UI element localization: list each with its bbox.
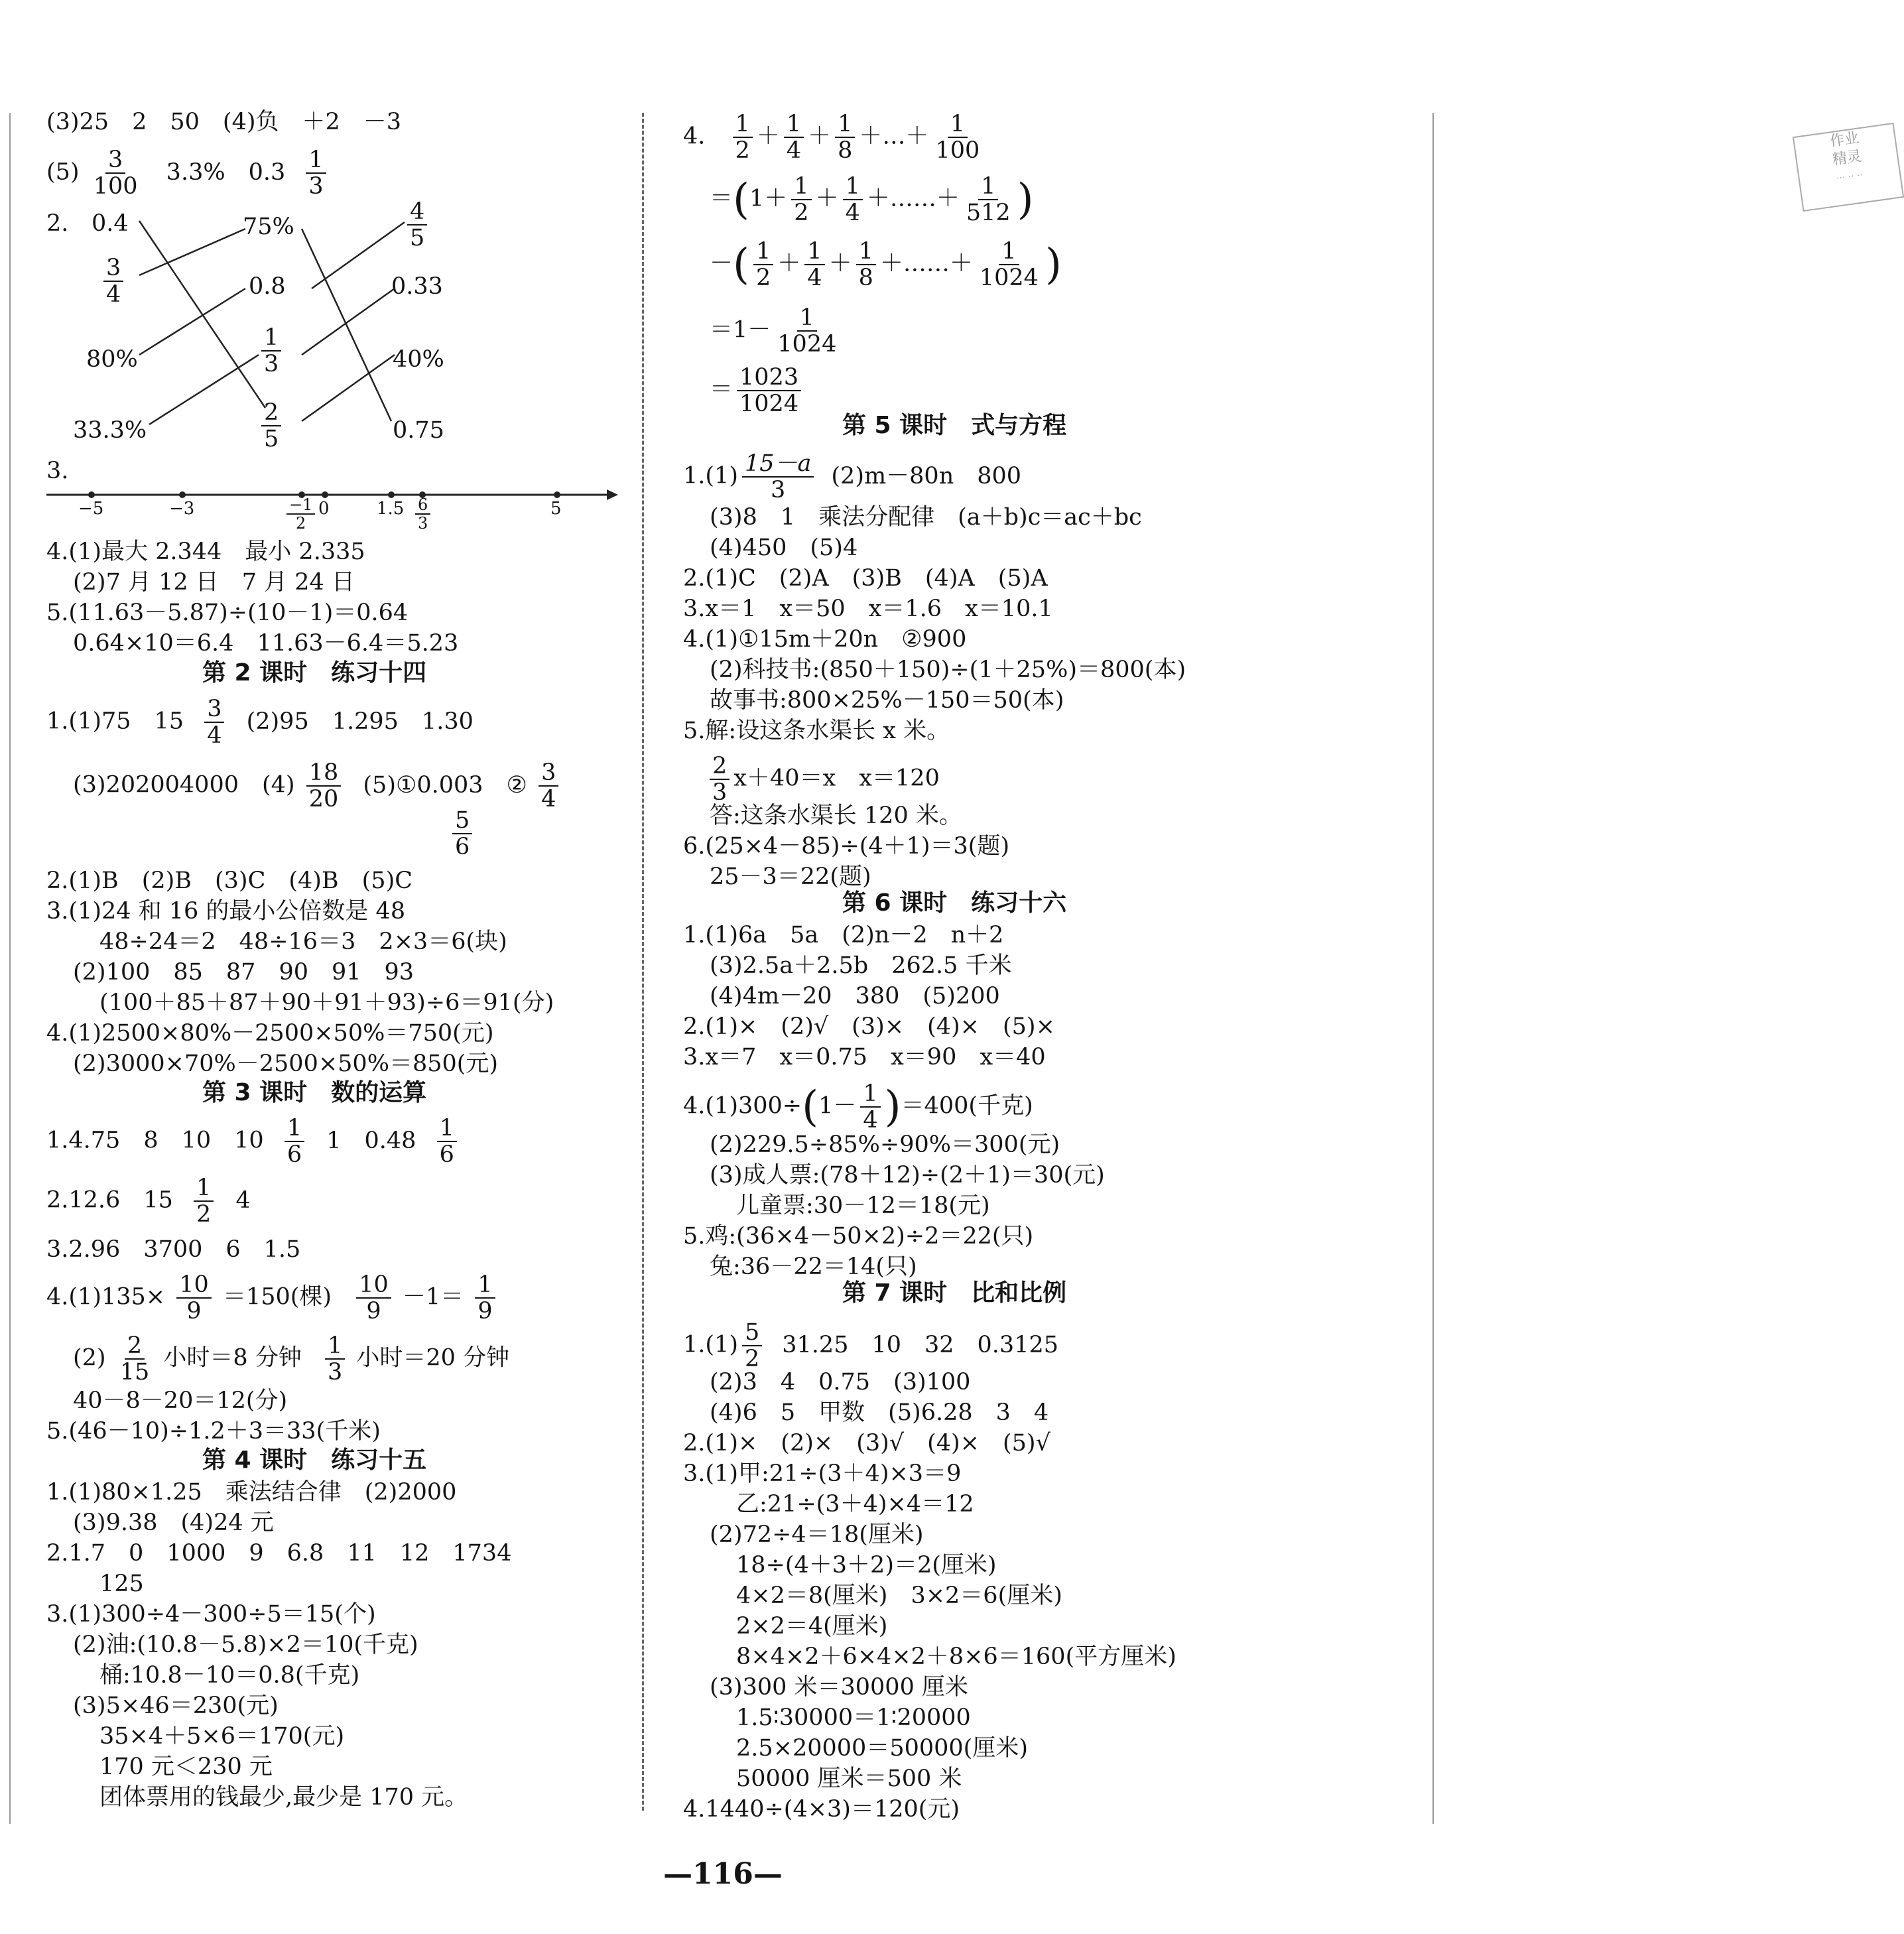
answer-line: 乙:21÷(3＋4)×4＝12 <box>736 1491 974 1517</box>
text: 4 <box>235 1187 251 1214</box>
fraction: $\frac{1}{4}$ <box>860 1081 880 1133</box>
text: 4.(1)135× <box>46 1283 166 1311</box>
answer-line <box>683 1320 1058 1372</box>
text: 1.(1) <box>683 1331 738 1358</box>
answer-line: 125 <box>99 1571 144 1597</box>
text: (5) <box>46 159 80 186</box>
answer-line: 6.(25×4－85)÷(4＋1)＝3(题) <box>683 833 1010 860</box>
answer-line: 4. $\frac{1}{2}$ ＋ $\frac{1}{4}$ ＋ $\frac{1}{8}$ ＋…＋ $\frac{1}{100}$ <box>683 111 986 163</box>
answer-line: 2.(1)B (2)B (3)C (4)B (5)C <box>46 868 413 894</box>
paren: ) <box>884 1082 901 1131</box>
question-number: 2. <box>46 210 69 237</box>
text: ＝1－ <box>710 316 771 344</box>
answer-line <box>710 305 843 357</box>
fraction: $\frac{1}{8}$ <box>835 111 855 163</box>
answer-line: 2×2＝4(厘米) <box>736 1613 888 1640</box>
answer-line: 25－3＝22(题) <box>710 864 871 890</box>
answer-line: 3.x＝7 x＝0.75 x＝90 x＝40 <box>683 1044 1046 1070</box>
point-marker <box>388 491 395 498</box>
answer-line <box>683 1081 1033 1133</box>
fraction: $\frac{5}{2}$ <box>742 1320 762 1372</box>
answer-line: 4.(1)最大 2.344 最小 2.335 <box>46 539 365 565</box>
section-heading: 第 3 课时 数的运算 <box>202 1079 427 1106</box>
text: 1－ <box>818 1092 857 1120</box>
answer-line <box>448 808 476 860</box>
text: ＝150(棵) <box>222 1283 332 1311</box>
answer-line: 3.(1)24 和 16 的最小公倍数是 48 <box>46 898 406 925</box>
answer-line: (2)3000×70%－2500×50%＝850(元) <box>73 1051 499 1077</box>
text: ＝ <box>710 185 733 212</box>
answer-line: 40－8－20＝12(分) <box>73 1387 288 1414</box>
text: ＋……＋ <box>866 185 960 212</box>
text: ＋……＋ <box>879 250 973 277</box>
match-item: 0.33 <box>391 273 443 300</box>
text: 3.3% 0.3 <box>166 159 286 186</box>
fraction: $\frac{1}{512}$ <box>966 173 1011 226</box>
answer-line: 5.解:设这条水渠长 x 米。 <box>683 718 950 744</box>
text: (2)m－80n 800 <box>831 462 1022 489</box>
fraction: $\frac{1}{2}$ <box>753 239 773 290</box>
match-line <box>139 229 245 275</box>
text: 小时＝20 分钟 <box>356 1344 510 1372</box>
answer-line <box>46 107 401 137</box>
answer-line: 2.(1)C (2)A (3)B (4)A (5)A <box>683 565 1048 592</box>
tick-label: 0 <box>318 499 330 519</box>
answer-line: (2)3 4 0.75 (3)100 <box>710 1369 971 1395</box>
text: 2.12.6 15 <box>46 1187 173 1214</box>
fraction: $\frac{2}{15}$ <box>119 1332 150 1386</box>
text: 1.(1)75 15 <box>46 708 184 735</box>
answer-line: (2)7 月 12 日 7 月 24 日 <box>73 569 355 596</box>
answer-line: 4.1440÷(4×3)＝120(元) <box>683 1796 960 1823</box>
fraction: $\frac{10}{9}$ <box>356 1272 391 1324</box>
text: 31.25 10 32 0.3125 <box>782 1331 1059 1358</box>
page-edge-right <box>1432 113 1434 1824</box>
answer-line: (2)100 85 87 90 91 93 <box>73 959 414 986</box>
answer-line: 3.(1)300÷4－300÷5＝15(个) <box>46 1601 376 1628</box>
answer-line <box>710 365 805 417</box>
number-line-question <box>46 456 643 543</box>
match-item: 40% <box>393 346 444 373</box>
text: (3)202004000 (4) <box>73 771 295 799</box>
tick-label: −3 <box>169 499 195 519</box>
paren: ( <box>733 175 749 224</box>
match-item: 0.4 <box>92 210 129 237</box>
answer-line: (2)72÷4＝18(厘米) <box>710 1521 924 1548</box>
answer-line: －( $\frac{1}{2}$ ＋ $\frac{1}{4}$ ＋ $\frac{1}{8}$ ＋……＋ $\frac{1}{1024}$ ) <box>710 238 1062 291</box>
answer-line: 4×2＝8(厘米) 3×2＝6(厘米) <box>736 1582 1062 1609</box>
answer-line: 儿童票:30－12＝18(元) <box>736 1193 990 1219</box>
answer-line <box>46 1175 251 1227</box>
fraction: $\frac{1}{6}$ <box>437 1116 457 1167</box>
section-heading: 第 5 课时 式与方程 <box>842 412 1067 439</box>
section-heading: 第 4 课时 练习十五 <box>202 1447 427 1474</box>
answer-line: 35×4＋5×6＝170(元) <box>99 1723 345 1750</box>
text: x＋40＝x x＝120 <box>733 765 940 792</box>
fraction: $\frac{1}{3}$ <box>306 147 326 199</box>
answer-line: 4.(1)2500×80%－2500×50%＝750(元) <box>46 1020 494 1047</box>
match-line <box>302 289 395 355</box>
tick-label: 5 <box>550 499 562 519</box>
answer-line: (3)300 米＝30000 厘米 <box>710 1674 968 1701</box>
match-item-fraction: $\frac{1}{3}$ <box>261 325 281 377</box>
paren: ( <box>802 1082 819 1131</box>
text: 4.(1)300÷ <box>683 1092 802 1120</box>
answer-line: 2.(1)× (2)× (3)√ (4)× (5)√ <box>683 1430 1050 1456</box>
text: (2) <box>73 1344 106 1372</box>
fraction: $\frac{10}{9}$ <box>176 1272 212 1324</box>
fraction: $\frac{1}{1024}$ <box>979 238 1039 291</box>
text: ＋…＋ <box>859 123 929 150</box>
answer-line: 3.x＝1 x＝50 x＝1.6 x＝10.1 <box>683 596 1053 622</box>
text: 1.(1) <box>683 462 738 489</box>
answer-line: 4.(1)①15m＋20n ②900 <box>683 626 967 653</box>
answer-line: (3)5×46＝230(元) <box>73 1693 279 1719</box>
fraction: $\frac{1}{4}$ <box>784 111 804 163</box>
question-number: 3. <box>46 458 69 484</box>
match-item: 0.75 <box>393 417 444 444</box>
fraction: $\frac{1}{3}$ <box>325 1333 345 1385</box>
fraction: $\frac{1}{2}$ <box>194 1175 214 1227</box>
tick-label: −5 <box>78 499 104 519</box>
fraction: $\frac{15-a}{3}$ <box>742 451 814 503</box>
text: 1＋ <box>749 185 788 212</box>
match-item: 33.3% <box>73 417 147 444</box>
answer-line: (4)6 5 甲数 (5)6.28 3 4 <box>710 1399 1049 1426</box>
match-line <box>302 229 391 421</box>
point-marker <box>179 491 186 498</box>
answer-line: (2)229.5÷85%÷90%＝300(元) <box>710 1131 1060 1158</box>
text: ＝400(千克) <box>901 1092 1033 1120</box>
paren: ( <box>733 240 749 289</box>
answer-line: 1.(1)6a 5a (2)n－2 n＋2 <box>683 922 1004 948</box>
answer-line: ＝(1＋ $\frac{1}{2}$ ＋ $\frac{1}{4}$ ＋……＋ $\frac{1}{512}$ ) <box>710 173 1034 226</box>
answer-line: 桶:10.8－10＝0.8(千克) <box>99 1662 360 1689</box>
fraction: $\frac{1}{100}$ <box>935 111 980 164</box>
fraction: $\frac{18}{20}$ <box>306 760 342 812</box>
section-heading: 第 7 课时 比和比例 <box>842 1279 1067 1307</box>
answer-line: 2.1.7 0 1000 9 6.8 11 12 1734 <box>46 1540 512 1567</box>
text: 1 0.48 <box>326 1127 416 1154</box>
fraction: $\frac{3}{4}$ <box>204 696 224 748</box>
fraction: $\frac{1023}{1024}$ <box>737 365 801 417</box>
match-item: 80% <box>86 346 138 373</box>
match-item-fraction: $\frac{2}{5}$ <box>261 400 281 452</box>
answer-line: (3)成人票:(78＋12)÷(2＋1)＝30(元) <box>710 1162 1105 1189</box>
answer-line: 50000 厘米＝500 米 <box>736 1766 962 1792</box>
answer-line <box>73 760 562 812</box>
fraction: $\frac{5}{6}$ <box>452 808 472 860</box>
page-number: —116— <box>663 1857 783 1891</box>
answer-line: 团体票用的钱最少,最少是 170 元。 <box>99 1784 468 1811</box>
match-line <box>139 221 265 408</box>
answer-line: 18÷(4＋3＋2)＝2(厘米) <box>736 1552 997 1579</box>
tick-label-fraction: $\frac{6}{3}$ <box>415 496 430 532</box>
text: 4. <box>683 123 706 150</box>
answer-line: 答:这条水渠长 120 米。 <box>710 803 962 829</box>
match-item: 75% <box>243 214 294 240</box>
answer-line <box>683 451 1021 503</box>
match-item: 0.8 <box>249 273 286 300</box>
answer-line: 5.(46－10)÷1.2＋3＝33(千米) <box>46 1418 381 1445</box>
fraction: $\frac{1}{4}$ <box>804 239 824 290</box>
answer-line <box>46 147 330 199</box>
fraction: $\frac{1}{9}$ <box>475 1272 495 1324</box>
answer-line: 故事书:800×25%－150＝50(本) <box>710 687 1064 714</box>
answer-line <box>46 1116 461 1167</box>
tick-label: 1.5 <box>377 499 405 519</box>
text: －1＝ <box>402 1283 464 1311</box>
answer-line: (2)科技书:(850＋150)÷(1＋25%)＝800(本) <box>710 657 1186 683</box>
answer-line: 5.(11.63－5.87)÷(10－1)＝0.64 <box>46 600 409 626</box>
answer-line: 0.64×10＝6.4 11.63－6.4＝5.23 <box>73 630 459 657</box>
tick-label-fraction: $\frac{-1}{2}$ <box>286 496 315 532</box>
fraction: $\frac{3}{4}$ <box>539 760 558 812</box>
answer-line: (4)4m－20 380 (5)200 <box>710 983 1000 1009</box>
answer-line: (3)2.5a＋2.5b 262.5 千米 <box>710 952 1012 979</box>
answer-line: 1.(1)80×1.25 乘法结合律 (2)2000 <box>46 1479 457 1506</box>
text: (2)95 1.295 1.30 <box>246 708 474 735</box>
paren: ) <box>1017 175 1034 224</box>
answer-line: (4)450 (5)4 <box>710 535 858 561</box>
fraction: $\frac{1}{4}$ <box>843 174 863 226</box>
fraction: $\frac{1}{2}$ <box>733 111 753 163</box>
page-edge-left <box>9 113 11 1824</box>
answer-line: (3)8 1 乘法分配律 (a＋b)c＝ac＋bc <box>710 504 1142 531</box>
point-marker <box>554 491 560 498</box>
point-marker <box>88 491 95 498</box>
match-line <box>302 355 395 421</box>
text: 小时＝8 分钟 <box>163 1344 302 1372</box>
answer-line: 1.5∶30000＝1∶20000 <box>736 1705 971 1731</box>
answer-line: 3.2.96 3700 6 1.5 <box>46 1236 301 1263</box>
answer-line <box>46 1272 499 1324</box>
fraction: $\frac{3}{100}$ <box>93 147 138 200</box>
answer-line: 170 元＜230 元 <box>99 1754 273 1780</box>
fraction: $\frac{2}{3}$ <box>710 753 730 805</box>
text: 1.4.75 8 10 10 <box>46 1127 264 1154</box>
answer-line: 2.5×20000＝50000(厘米) <box>736 1735 1028 1762</box>
section-heading: 第 2 课时 练习十四 <box>202 659 427 686</box>
match-item-fraction: $\frac{3}{4}$ <box>103 255 123 307</box>
answer-line: 3.(1)甲:21÷(3＋4)×3＝9 <box>683 1460 962 1487</box>
matching-diagram <box>46 198 643 454</box>
fraction: $\frac{1}{8}$ <box>856 239 876 290</box>
axis-arrow <box>607 489 618 500</box>
answer-line <box>73 1333 509 1385</box>
text: (5)①0.003 ② <box>363 771 527 799</box>
matching-lines <box>46 202 643 454</box>
text: (3)25 2 50 (4)负 ＋2 －3 <box>46 109 402 135</box>
section-heading: 第 6 课时 练习十六 <box>842 889 1067 917</box>
right-column <box>683 0 1864 1897</box>
point-marker <box>322 491 328 498</box>
answer-line: 兔:36－22＝14(只) <box>710 1254 917 1280</box>
answer-line: 5.鸡:(36×4－50×2)÷2＝22(只) <box>683 1223 1034 1250</box>
left-column <box>46 0 643 1897</box>
watermark-stamp: 作业 精灵 ··· ·· ·· <box>1793 123 1904 212</box>
answer-line: 8×4×2＋6×4×2＋8×6＝160(平方厘米) <box>736 1644 1176 1670</box>
fraction: $\frac{1}{2}$ <box>791 174 811 226</box>
answer-line: 2.(1)× (2)√ (3)× (4)× (5)× <box>683 1013 1055 1040</box>
text: ＝ <box>710 376 733 403</box>
answer-line: (2)油:(10.8－5.8)×2＝10(千克) <box>73 1632 418 1658</box>
text: － <box>710 250 733 277</box>
answer-line: (3)9.38 (4)24 元 <box>73 1510 274 1536</box>
match-line <box>149 355 259 424</box>
answer-line: (100＋85＋87＋90＋91＋93)÷6＝91(分) <box>99 990 554 1016</box>
number-line <box>46 456 630 543</box>
answer-line <box>710 753 940 805</box>
fraction: $\frac{1}{1024}$ <box>777 304 837 357</box>
answer-line <box>46 696 474 748</box>
match-item-fraction: $\frac{4}{5}$ <box>407 199 427 251</box>
answer-line: 48÷24＝2 48÷16＝3 2×3＝6(块) <box>99 929 507 955</box>
paren: ) <box>1045 240 1062 289</box>
fraction: $\frac{1}{6}$ <box>285 1116 304 1167</box>
match-line <box>312 222 405 289</box>
